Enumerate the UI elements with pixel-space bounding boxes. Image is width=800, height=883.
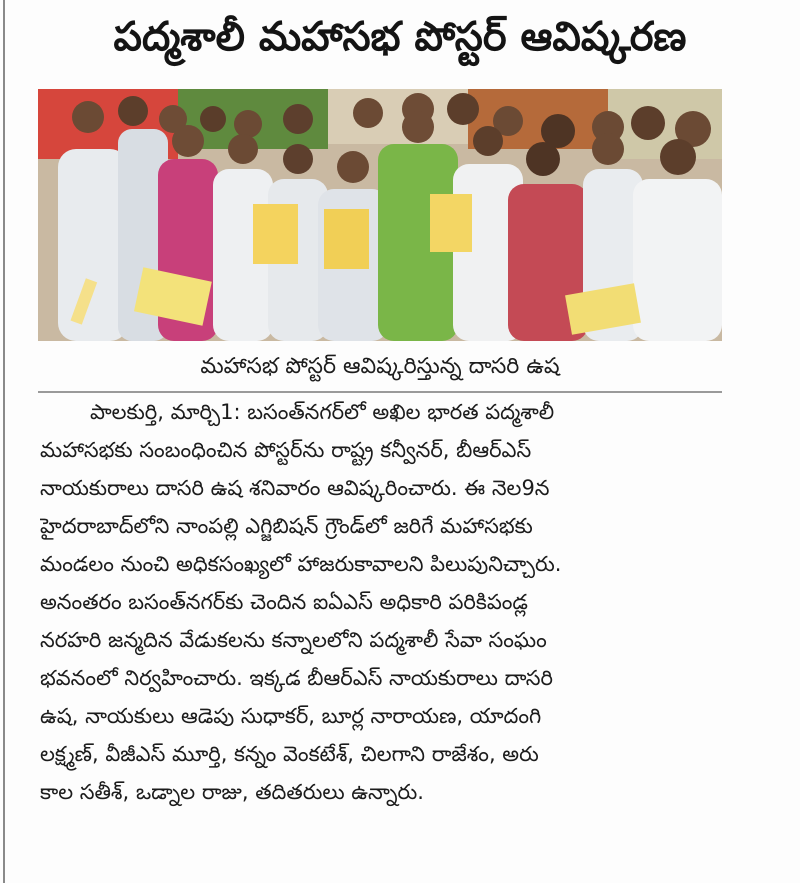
- photo-caption-box: [38, 345, 722, 393]
- article-line: భవనంలో నిర్వహించారు. ఇక్కడ బీఆర్‌ఎస్ నాయకురాలు దాసరి: [40, 666, 553, 690]
- news-photo: [38, 89, 722, 341]
- article-line: నాయకురాలు దాసరి ఉష శనివారం ఆవిష్కరించారు. ఈ నెల9న: [40, 476, 550, 500]
- article-line: హైదరాబాద్‌లోని నాంపల్లి ఎగ్జిబిషన్ గ్రౌండ్‌లో జరిగే మహాసభకు: [40, 514, 533, 538]
- article-line: అనంతరం బసంత్‌నగర్‌కు చెందిన ఐఏఎస్ అధికారి పరికిపండ్ల: [40, 590, 528, 614]
- photo-caption: మహాసభ పోస్టర్ ఆవిష్కరిస్తున్న దాసరి ఉష: [200, 354, 560, 379]
- article-line: నరహరి జన్మదిన వేడుకలను కన్నాలలోని పద్మశాలీ సేవా సంఘం: [40, 628, 547, 652]
- article-line: మండలం నుంచి అధికసంఖ్యలో హాజరుకావాలని పిలుపునిచ్చారు.: [40, 552, 562, 576]
- headline: పద్మశాలీ మహాసభ పోస్టర్ ఆవిష్కరణ: [113, 14, 687, 60]
- article-line: ఉష, నాయకులు ఆడెపు సుధాకర్, బూర్ల నారాయణ, యాదంగి: [40, 704, 542, 728]
- article-line: మహాసభకు సంబంధించిన పోస్టర్‌ను రాష్ట్ర కన్వీనర్, బీఆర్‌ఎస్: [40, 438, 532, 462]
- article-body: [40, 393, 722, 811]
- group-photo-illustration: [38, 89, 722, 341]
- article-line: పాలకుర్తి, మార్చి1: బసంత్‌నగర్‌లో అఖిల భారత పద్మశాలీ: [90, 400, 555, 424]
- article-line: లక్ష్మణ్, వీజీఎస్ మూర్తి, కన్నం వెంకటేశ్, చిలగాని రాజేశం, అరు: [40, 742, 539, 766]
- article-line: కాల సతీశ్, ఒడ్నాల రాజు, తదితరులు ఉన్నారు.: [40, 780, 424, 804]
- column-rule: [3, 0, 5, 883]
